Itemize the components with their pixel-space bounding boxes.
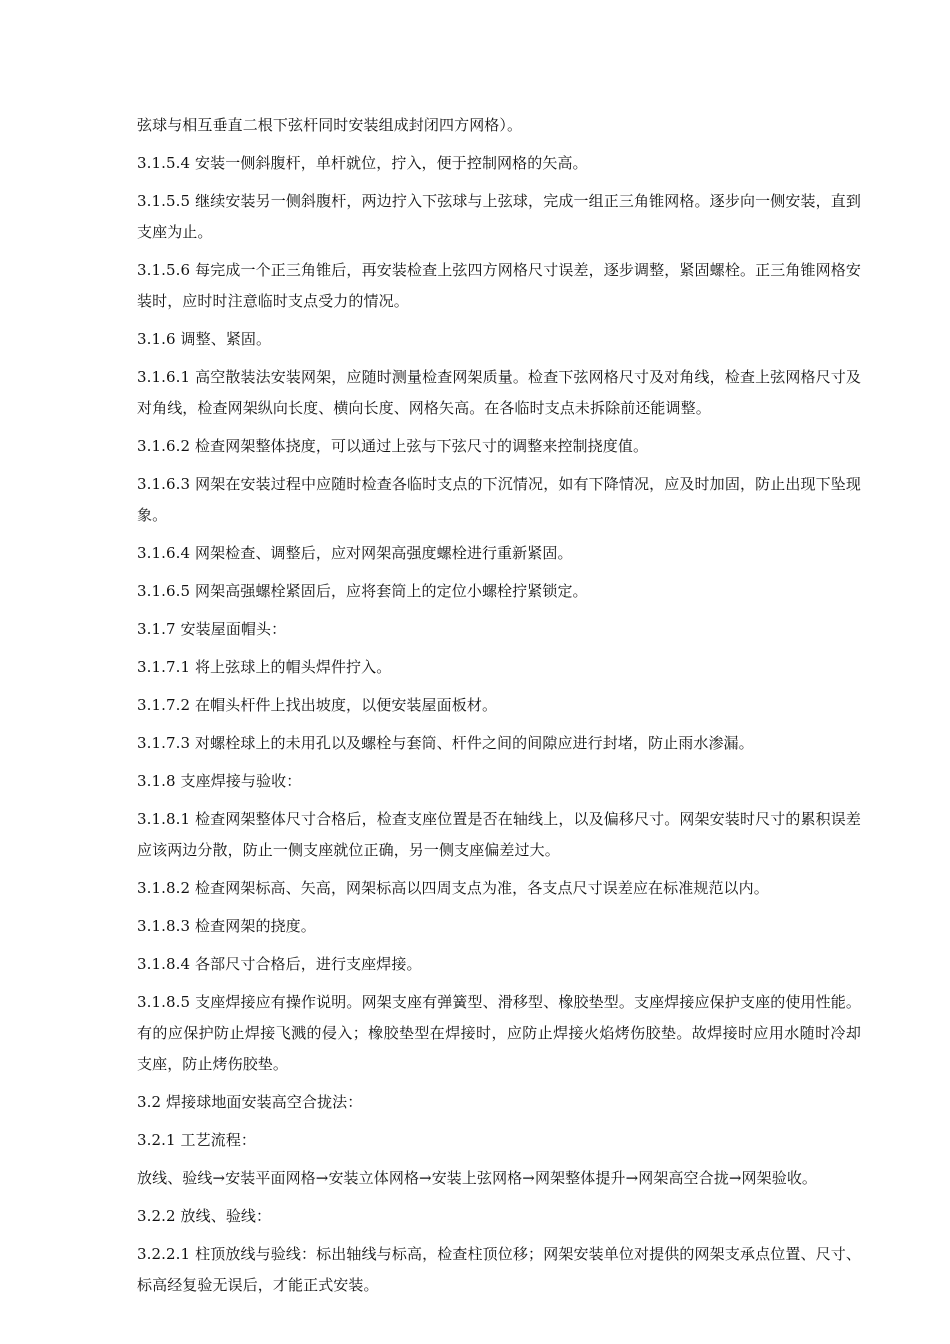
paragraph: 3.1.5.6 每完成一个正三角锥后，再安装检查上弦四方网格尺寸误差，逐步调整，紧固螺栓。正三角锥网格安装时，应时时注意临时支点受力的情况。 (137, 261, 861, 310)
paragraph: 3.2.2.1 柱顶放线与验线：标出轴线与标高，检查柱顶位移；网架安装单位对提供的网架支承点位置、尺寸、标高经复验无误后，才能正式安装。 (137, 1245, 861, 1294)
document-body (137, 110, 861, 1308)
paragraph: 3.1.8.2 检查网架标高、矢高，网架标高以四周支点为准，各支点尺寸误差应在标准规范以内。 (137, 879, 769, 897)
paragraph: 3.1.7.3 对螺栓球上的未用孔以及螺栓与套筒、杆件之间的间隙应进行封堵，防止雨水渗漏。 (137, 734, 754, 752)
section-heading: 3.1.7 安装屋面帽头： (137, 620, 287, 638)
paragraph: 3.1.6.3 网架在安装过程中应随时检查各临时支点的下沉情况，如有下降情况，应及时加固，防止出现下坠现象。 (137, 475, 861, 524)
process-flow-text: 放线、验线→安装平面网格→安装立体网格→安装上弦网格→网架整体提升→网架高空合拢→网架验收。 (137, 1169, 818, 1187)
section-heading: 3.2.2 放线、验线： (137, 1207, 272, 1225)
paragraph: 3.1.7.1 将上弦球上的帽头焊件拧入。 (137, 658, 392, 676)
paragraph: 3.1.6.1 高空散装法安装网架，应随时测量检查网架质量。检查下弦网格尺寸及对角线，检查上弦网格尺寸及对角线，检查网架纵向长度、横向长度、网格矢高。在各临时支点未拆除前还能调整。 (137, 368, 861, 417)
section-heading: 3.2.1 工艺流程： (137, 1131, 257, 1149)
section-heading: 3.1.8 支座焊接与验收： (137, 772, 302, 790)
paragraph: 3.1.6.2 检查网架整体挠度，可以通过上弦与下弦尺寸的调整来控制挠度值。 (137, 437, 649, 455)
paragraph: 弦球与相互垂直二根下弦杆同时安装组成封闭四方网格）。 (137, 116, 523, 134)
paragraph: 3.1.8.5 支座焊接应有操作说明。网架支座有弹簧型、滑移型、橡胶垫型。支座焊接应保护支座的使用性能。有的应保护防止焊接飞溅的侵入；橡胶垫型在焊接时，应防止焊接火焰烤伤胶垫。故焊接时应用水随时冷却支座，防止烤伤胶垫。 (137, 993, 861, 1073)
paragraph: 3.1.8.3 检查网架的挠度。 (137, 917, 316, 935)
section-heading: 3.1.6 调整、紧固。 (137, 330, 272, 348)
paragraph: 3.1.8.4 各部尺寸合格后，进行支座焊接。 (137, 955, 422, 973)
section-heading: 3.2 焊接球地面安装高空合拢法： (137, 1093, 363, 1111)
paragraph: 3.1.5.4 安装一侧斜腹杆，单杆就位，拧入，便于控制网格的矢高。 (137, 154, 588, 172)
paragraph: 3.1.7.2 在帽头杆件上找出坡度，以便安装屋面板材。 (137, 696, 498, 714)
paragraph: 3.1.6.5 网架高强螺栓紧固后，应将套筒上的定位小螺栓拧紧锁定。 (137, 582, 588, 600)
paragraph: 3.1.6.4 网架检查、调整后，应对网架高强度螺栓进行重新紧固。 (137, 544, 573, 562)
paragraph: 3.1.5.5 继续安装另一侧斜腹杆，两边拧入下弦球与上弦球，完成一组正三角锥网格。逐步向一侧安装，直到支座为止。 (137, 192, 861, 241)
paragraph: 3.1.8.1 检查网架整体尺寸合格后，检查支座位置是否在轴线上，以及偏移尺寸。网架安装时尺寸的累积误差应该两边分散，防止一侧支座就位正确，另一侧支座偏差过大。 (137, 810, 861, 859)
